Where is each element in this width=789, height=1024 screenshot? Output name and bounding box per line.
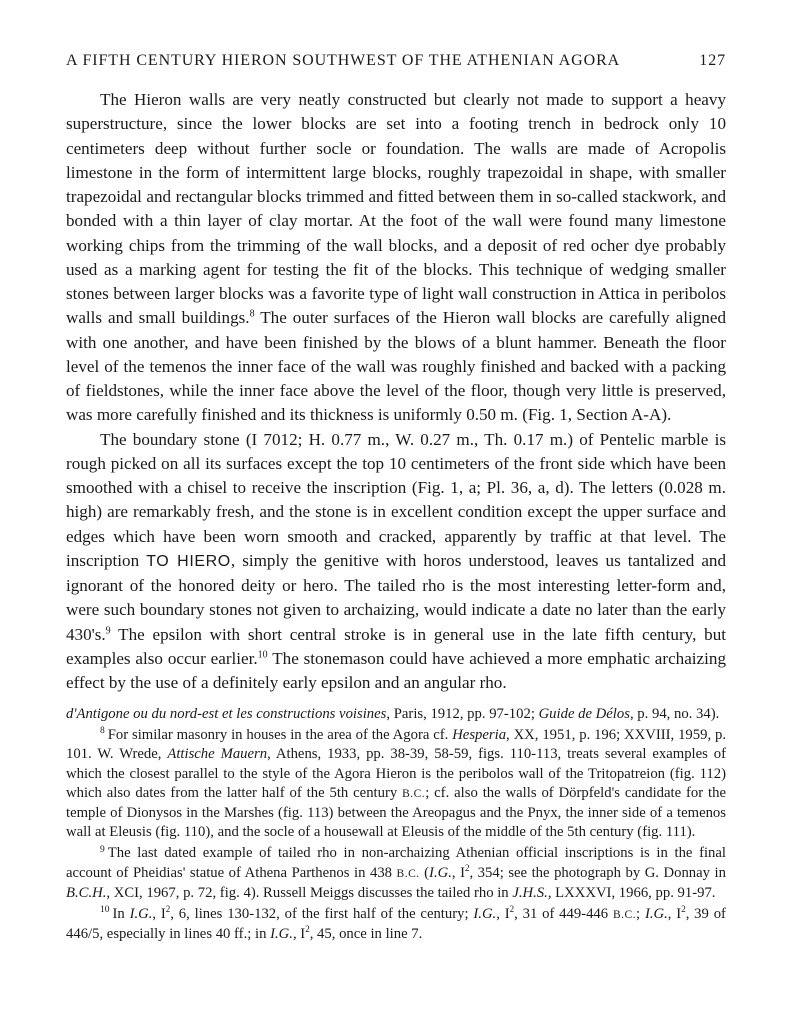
paragraph-walls-text-b: The outer surfaces of the Hieron wall blocks are carefully aligned with one another, and have been finished by the blows of a blunt hammer. Beneath the floor level of the temenos the inner face of the wall was roughly finished and backed with a packing of fieldstones, while the inner face above the level of the floor, though very little is preserved, was more carefully finished and its thickness is uniformly 0.50 m. (Fig. 1, Section A-A). [66, 308, 726, 425]
fn10-italic-2: I.G. [473, 906, 497, 923]
fn10-text-6: ; [636, 906, 645, 923]
fn10-text-4: , I [496, 906, 510, 923]
footnote-ref-10[interactable]: 10 [257, 649, 268, 661]
fn-cont-text-2: , p. 94, no. 34). [629, 706, 720, 722]
fn8-text-2: , XX, 1951, p. 196; XXVIII, 1959, p. 101. W. Wrede, [66, 727, 726, 763]
fn8-text-4: ; cf. also the walls of Dörpfeld's candidate for the temple of Dionysos in the Marshes (fig. 113) between the Areopagus and the Pnyx, the inner side of a temenos wall at Eleusis (fig. 110), and the socle of a housewall at Eleusis of the middle of the 5th century (fig. 111). [66, 784, 726, 841]
fn10-sup-1: 2 [165, 904, 171, 915]
fn8-text-3: , Athens, 1933, pp. 38-39, 58-59, figs. 110-113, treats several examples of which the closest parallel to the style of the Agora Hieron is the peribolos wall of the Tritopatreion (fig. 112) which also dates from the latter half of the 5th century [66, 746, 727, 801]
footnote-ref-9[interactable]: 9 [105, 624, 111, 636]
running-head-title: A FIFTH CENTURY HIERON SOUTHWEST OF THE ATHENIAN AGORA [66, 52, 621, 69]
fn-cont-italic-1: d'Antigone ou du nord-est et les constructions voisines [66, 706, 387, 722]
paragraph-stone-text-a: The boundary stone (I 7012; H. 0.77 m., W. 0.27 m., Th. 0.17 m.) of Pentelic marble is rough picked on all its surfaces except the top 10 centimeters of the front side which have been smoothed with a chisel to receive the inscription (Fig. 1, a; Pl. 36, a, d). The letters (0.028 m. high) are remarkably fresh, and the stone is in excellent condition except the upper surface and edges which have been worn smooth and cracked, apparently by traffic at that level. The inscription [66, 429, 726, 570]
paragraph-walls [66, 88, 726, 428]
fn10-text-5: , 31 of 449-446 [514, 906, 613, 923]
fn9-text-2: ( [419, 864, 430, 881]
main-text [66, 88, 726, 695]
paragraph-stone-text-b: , simply the genitive with horos understood, leaves us tantalized and ignorant of the honored deity or hero. The tailed rho is the most interesting letter-form and, were such boundary stones not given to archaizing, would indicate a date no later than the early 430's. [66, 550, 726, 644]
footnote-continued [66, 705, 726, 724]
footnotes [66, 705, 726, 946]
fn10-text-3: , 6, lines 130-132, of the first half of the century; [170, 906, 474, 923]
fn9-text-5: , XCI, 1967, p. 72, fig. 4). Russell Meiggs discusses the tailed rho in [106, 884, 513, 901]
paragraph-boundary-stone [66, 428, 726, 696]
fn10-italic-1: I.G. [129, 906, 153, 923]
fn10-smallcaps-1: B.C. [612, 909, 637, 922]
footnote-10 [66, 905, 726, 944]
paragraph-stone-text-d: The stonemason could have achieved a more emphatic archaizing effect by the use of a definitely early epsilon and an angular rho. [66, 648, 726, 692]
fn9-text-3: , I [451, 864, 465, 881]
page-number: 127 [699, 52, 726, 69]
fn10-text-1: In [112, 906, 130, 923]
running-head [66, 52, 726, 76]
fn10-text-7: , I [667, 906, 682, 923]
footnote-9 [66, 844, 726, 903]
fn-cont-text-1: , Paris, 1912, pp. 97-102; [386, 706, 539, 722]
fn8-italic-2: Attische Mauern [167, 746, 268, 763]
fn9-italic-3: J.H.S. [512, 884, 548, 901]
footnote-ref-8[interactable]: 8 [249, 308, 255, 320]
fn8-text-1: For similar masonry in houses in the area of the Agora cf. [107, 727, 453, 744]
footnote-8 [66, 726, 726, 842]
paragraph-walls-text-a: The Hieron walls are very neatly constructed but clearly not made to support a heavy superstructure, since the lower blocks are set into a footing trench in bedrock only 10 centimeters deep without further socle or foundation. The walls are made of Acropolis limestone in the form of intermittent large blocks, roughly trapezoidal in shape, with smaller trapezoidal and rectangular blocks trimmed and fitted between them in so-called stackwork, and bonded with a thin layer of clay mortar. At the foot of the wall were found many limestone working chips from the trimming of the wall blocks, and a deposit of red ocher dye probably used as a marking agent for testing the fit of the blocks. This technique of wedging smaller stones between larger blocks was a favorite type of light wall construction in Attica in peribolos walls and small buildings. [66, 90, 726, 328]
fn10-text-8: , 39 of 446/5, especially in lines 40 ff.; in [66, 906, 726, 943]
fn10-sup-2: 2 [509, 904, 515, 915]
footnote-9-number: 9 [100, 844, 105, 855]
fn10-italic-4: I.G. [270, 926, 293, 943]
fn10-text-9: , I [292, 926, 306, 943]
fn8-smallcaps-1: B.C. [402, 787, 426, 800]
fn9-smallcaps-1: B.C. [396, 867, 420, 880]
fn9-sup-1: 2 [464, 862, 470, 873]
fn9-text-1: The last dated example of tailed rho in non-archaizing Athenian official inscriptions is in the final account of Pheidias' statue of Athena Parthenos in 438 [66, 845, 726, 881]
fn10-text-2: , I [152, 906, 166, 923]
fn10-sup-4: 2 [305, 924, 310, 935]
fn9-text-6: , LXXXVI, 1966, pp. 91-97. [547, 884, 716, 901]
inscription-text: TO HIERO [146, 552, 231, 570]
fn10-text-10: , 45, once in line 7. [309, 926, 423, 943]
fn10-sup-3: 2 [681, 904, 686, 915]
footnote-10-number: 10 [100, 905, 110, 916]
fn8-italic-1: Hesperia [452, 727, 507, 744]
fn10-italic-3: I.G. [644, 906, 668, 923]
footnote-8-number: 8 [100, 726, 105, 737]
fn9-text-4: , 354; see the photograph by G. Donnay in [469, 864, 726, 881]
fn9-italic-2: B.C.H. [66, 884, 107, 901]
fn-cont-italic-2: Guide de Délos [538, 706, 630, 722]
fn9-italic-1: I.G. [429, 864, 452, 881]
paragraph-stone-text-c: The epsilon with short central stroke is in general use in the late fifth century, but examples also occur earlier. [66, 624, 726, 668]
